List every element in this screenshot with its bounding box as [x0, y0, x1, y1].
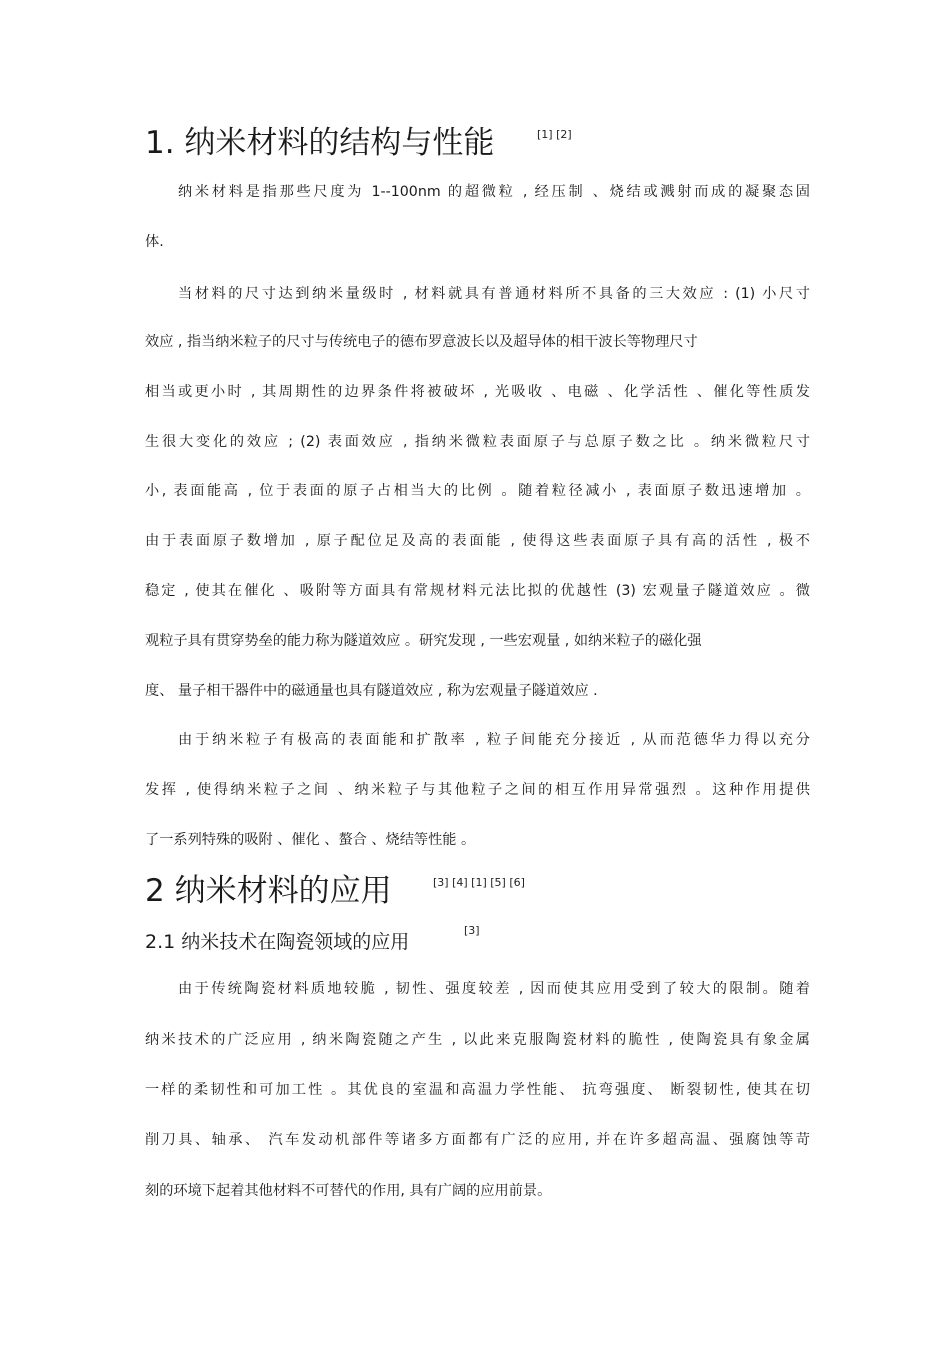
paragraph-line: 了一系列特殊的吸附 、催化 、螯合 、烧结等性能 。 [145, 832, 476, 848]
paragraph-line: 相当或更小时 , 其周期性的边界条件将被破坏 , 光吸收 、电磁 、化学活性 、催化等性质发 [145, 384, 810, 400]
paragraph-line: 生很大变化的效应 ; (2) 表面效应 , 指纳米微粒表面原子与总原子数之比 。纳米微粒尺寸 [145, 434, 810, 450]
paragraph-line: 纳米材料是指那些尺度为 1--100nm 的超微粒 , 经压制 、烧结或溅射而成的凝聚态固 [178, 184, 810, 200]
paragraph-line: 刻的环境下起着其他材料不可替代的作用, 具有广阔的应用前景。 [145, 1183, 552, 1199]
subsection-2-1-citation: [3] [464, 924, 480, 937]
paragraph-line: 效应 , 指当纳米粒子的尺寸与传统电子的德布罗意波长以及超导体的相干波长等物理尺寸 [145, 334, 698, 350]
paragraph-line: 度、 量子相干器件中的磁通量也具有隧道效应 , 称为宏观量子隧道效应 . [145, 683, 598, 699]
subsection-2-1-heading: 2.1 纳米技术在陶瓷领域的应用 [145, 931, 410, 953]
section-1-citation: [1] [2] [537, 128, 572, 141]
paragraph-line: 由于纳米粒子有极高的表面能和扩散率 , 粒子间能充分接近 , 从而范德华力得以充分 [178, 732, 810, 748]
paragraph-line: 纳米技术的广泛应用 , 纳米陶瓷随之产生 , 以此来克服陶瓷材料的脆性 , 使陶瓷具有象金属 [145, 1032, 810, 1048]
section-1-heading: 1. 纳米材料的结构与性能 [145, 125, 495, 161]
paragraph-line: 体. [145, 234, 164, 250]
paragraph-line: 发挥 , 使得纳米粒子之间 、纳米粒子与其他粒子之间的相互作用异常强烈 。这种作用提供 [145, 782, 810, 798]
paragraph-line: 稳定 , 使其在催化 、吸附等方面具有常规材料元法比拟的优越性 (3) 宏观量子隧道效应 。微 [145, 583, 810, 599]
paragraph-line: 由于传统陶瓷材料质地较脆 , 韧性、强度较差 , 因而使其应用受到了较大的限制。随着 [178, 981, 810, 997]
paragraph-line: 由于表面原子数增加 , 原子配位足及高的表面能 , 使得这些表面原子具有高的活性 , 极不 [145, 533, 810, 549]
paragraph-line: 小, 表面能高 , 位于表面的原子占相当大的比例 。随着粒径减小 , 表面原子数迅速增加 。 [145, 483, 810, 499]
section-2-citation: [3] [4] [1] [5] [6] [433, 876, 525, 889]
paragraph-line: 观粒子具有贯穿势垒的能力称为隧道效应 。研究发现 , 一些宏观量 , 如纳米粒子的磁化强 [145, 633, 702, 649]
paragraph-line: 一样的柔韧性和可加工性 。其优良的室温和高温力学性能、 抗弯强度、 断裂韧性, 使其在切 [145, 1082, 810, 1098]
paragraph-line: 削刀具、轴承、 汽车发动机部件等诸多方面都有广泛的应用, 并在许多超高温、强腐蚀等苛 [145, 1132, 810, 1148]
section-2-heading: 2 纳米材料的应用 [145, 873, 392, 909]
paragraph-line: 当材料的尺寸达到纳米量级时 , 材料就具有普通材料所不具备的三大效应 : (1) 小尺寸 [178, 286, 810, 302]
